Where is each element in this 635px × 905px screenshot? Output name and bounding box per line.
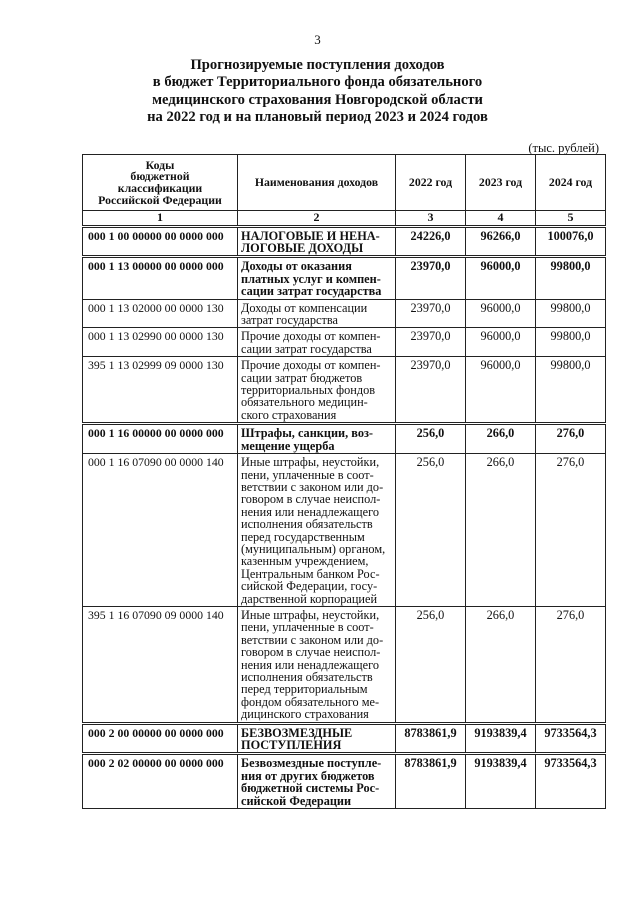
revenue-name-line: казенным учреждением,: [241, 554, 369, 569]
revenue-name-line: сации затрат государства: [241, 284, 382, 299]
amount-2023: 266,0: [466, 606, 536, 723]
revenue-name-line: Иные штрафы, неустойки,: [241, 607, 380, 622]
revenue-name-line: ского страхования: [241, 407, 337, 422]
revenue-name-line: (муниципальным) органом,: [241, 541, 386, 556]
column-number: 3: [396, 211, 466, 227]
table-row: [83, 357, 606, 424]
amount-2023: 96266,0: [466, 226, 536, 257]
amount-2022: 23970,0: [396, 257, 466, 299]
revenue-name: [238, 723, 396, 754]
revenue-name-line: БЕЗВОЗМЕЗДНЫЕ: [241, 725, 353, 740]
revenue-name-line: ПОСТУПЛЕНИЯ: [241, 738, 342, 753]
revenue-name-line: говором в случае неиспол-: [241, 492, 381, 507]
revenue-name-line: платных услуг и компен-: [241, 271, 381, 286]
column-number-row: [83, 211, 606, 227]
revenue-name-line: Доходы от оказания: [241, 259, 352, 274]
revenue-name: [238, 606, 396, 723]
amount-2022: 23970,0: [396, 328, 466, 357]
revenue-name-line: нения или ненадлежащего: [241, 657, 379, 672]
revenue-name-line: сийской Федерации, госу-: [241, 579, 378, 594]
revenue-name-line: территориальных фондов: [241, 383, 376, 398]
amount-2022: 256,0: [396, 454, 466, 607]
title-line: на 2022 год и на плановый период 2023 и 2024 годов: [147, 109, 488, 126]
budget-code: 395 1 16 07090 09 0000 140: [83, 606, 238, 723]
revenue-name-line: нения или ненадлежащего: [241, 504, 379, 519]
revenue-name-line: сации затрат бюджетов: [241, 370, 363, 385]
revenue-name-line: перед территориальным: [241, 682, 368, 697]
header-2024: 2024 год: [536, 155, 606, 211]
header-row: [83, 155, 606, 211]
budget-code: 395 1 13 02999 09 0000 130: [83, 357, 238, 424]
column-number: 5: [536, 211, 606, 227]
budget-code: 000 1 13 00000 00 0000 000: [83, 257, 238, 299]
amount-2022: 8783861,9: [396, 723, 466, 754]
revenue-name-line: дарственной корпорацией: [241, 591, 378, 606]
amount-2022: 24226,0: [396, 226, 466, 257]
revenue-name-line: ЛОГОВЫЕ ДОХОДЫ: [241, 241, 364, 255]
revenue-name-line: говором в случае неиспол-: [241, 645, 381, 660]
revenue-name-line: Иные штрафы, неустойки,: [241, 455, 380, 470]
revenue-name-line: пени, уплаченные в соот-: [241, 620, 374, 635]
revenue-name-line: исполнения обязательств: [241, 670, 373, 684]
amount-2024: 99800,0: [536, 257, 606, 299]
amount-2024: 100076,0: [536, 226, 606, 257]
amount-2023: 9193839,4: [466, 754, 536, 809]
table-row: [83, 257, 606, 299]
amount-2024: 276,0: [536, 606, 606, 723]
revenue-name: [238, 328, 396, 357]
amount-2024: 9733564,3: [536, 754, 606, 809]
revenue-name-line: обязательного медицин-: [241, 395, 368, 410]
title-line: в бюджет Территориального фонда обязательного: [152, 74, 483, 91]
budget-code: 000 2 02 00000 00 0000 000: [83, 754, 238, 809]
revenue-name-line: Прочие доходы от компен-: [241, 358, 381, 373]
amount-2024: 276,0: [536, 424, 606, 454]
revenue-name-line: бюджетной системы Рос-: [241, 781, 380, 796]
revenue-name: [238, 424, 396, 454]
revenue-name-line: Штрафы, санкции, воз-: [241, 426, 374, 441]
revenue-name-line: пени, уплаченные в соот-: [241, 467, 374, 482]
revenue-name: [238, 226, 396, 257]
amount-2024: 99800,0: [536, 299, 606, 328]
units-label: (тыс. рублей): [528, 141, 599, 155]
table-row: [83, 424, 606, 454]
amount-2023: 96000,0: [466, 257, 536, 299]
column-number: 1: [83, 211, 238, 227]
revenue-name: [238, 754, 396, 809]
amount-2022: 8783861,9: [396, 754, 466, 809]
title-line: медицинского страхования Новгородской области: [152, 91, 483, 108]
revenue-name-line: ветствии с законом или до-: [241, 632, 384, 647]
header-2022: 2022 год: [396, 155, 466, 211]
budget-code: 000 1 16 00000 00 0000 000: [83, 424, 238, 454]
revenue-name-line: перед государственным: [241, 529, 365, 544]
budget-code: 000 1 13 02000 00 0000 130: [83, 299, 238, 328]
header-name: Наименования доходов: [238, 155, 396, 211]
amount-2024: 99800,0: [536, 328, 606, 357]
revenue-name-line: дицинского страхования: [241, 707, 369, 722]
revenue-name-line: сийской Федерации: [241, 793, 352, 808]
amount-2022: 256,0: [396, 606, 466, 723]
revenue-name-line: Доходы от компенсации: [241, 300, 368, 315]
revenue-name: [238, 299, 396, 328]
revenue-name-line: сации затрат государства: [241, 341, 372, 356]
column-number: 2: [238, 211, 396, 227]
amount-2024: 99800,0: [536, 357, 606, 424]
amount-2023: 266,0: [466, 454, 536, 607]
header-2023: 2023 год: [466, 155, 536, 211]
revenue-name-line: ния от других бюджетов: [241, 768, 375, 783]
table-row: [83, 226, 606, 257]
amount-2024: 276,0: [536, 454, 606, 607]
budget-code: 000 1 16 07090 00 0000 140: [83, 454, 238, 607]
amount-2022: 23970,0: [396, 299, 466, 328]
revenue-name-line: Безвозмездные поступле-: [241, 756, 382, 771]
table-row: [83, 454, 606, 607]
amount-2023: 266,0: [466, 424, 536, 454]
page-number: 3: [314, 32, 321, 47]
budget-code: 000 2 00 00000 00 0000 000: [83, 723, 238, 754]
amount-2022: 256,0: [396, 424, 466, 454]
amount-2024: 9733564,3: [536, 723, 606, 754]
amount-2023: 96000,0: [466, 299, 536, 328]
column-number: 4: [466, 211, 536, 227]
revenue-name: [238, 257, 396, 299]
title-line: Прогнозируемые поступления доходов: [190, 57, 445, 73]
budget-code: 000 1 00 00000 00 0000 000: [83, 226, 238, 257]
revenue-name-line: исполнения обязательств: [241, 517, 373, 532]
table-row: [83, 606, 606, 723]
revenue-name-line: Прочие доходы от компен-: [241, 329, 381, 344]
revenue-name-line: НАЛОГОВЫЕ И НЕНА-: [241, 228, 380, 243]
amount-2022: 23970,0: [396, 357, 466, 424]
table-row: [83, 723, 606, 754]
revenue-name-line: затрат государства: [241, 313, 338, 328]
amount-2023: 96000,0: [466, 357, 536, 424]
budget-code: 000 1 13 02990 00 0000 130: [83, 328, 238, 357]
amount-2023: 9193839,4: [466, 723, 536, 754]
revenue-name-line: Центральным банком Рос-: [241, 566, 380, 581]
table-row: [83, 299, 606, 328]
header-codes: Коды бюджетной классификации Российской Федерации: [83, 155, 238, 211]
document-title: [60, 57, 575, 127]
revenue-name-line: мещение ущерба: [241, 438, 335, 453]
revenue-name-line: фондом обязательного ме-: [241, 694, 380, 709]
amount-2023: 96000,0: [466, 328, 536, 357]
table-row: [83, 754, 606, 809]
revenue-name-line: ветствии с законом или до-: [241, 479, 384, 494]
revenue-name: [238, 357, 396, 424]
revenue-table: [82, 154, 606, 809]
table-row: [83, 328, 606, 357]
revenue-name: [238, 454, 396, 607]
